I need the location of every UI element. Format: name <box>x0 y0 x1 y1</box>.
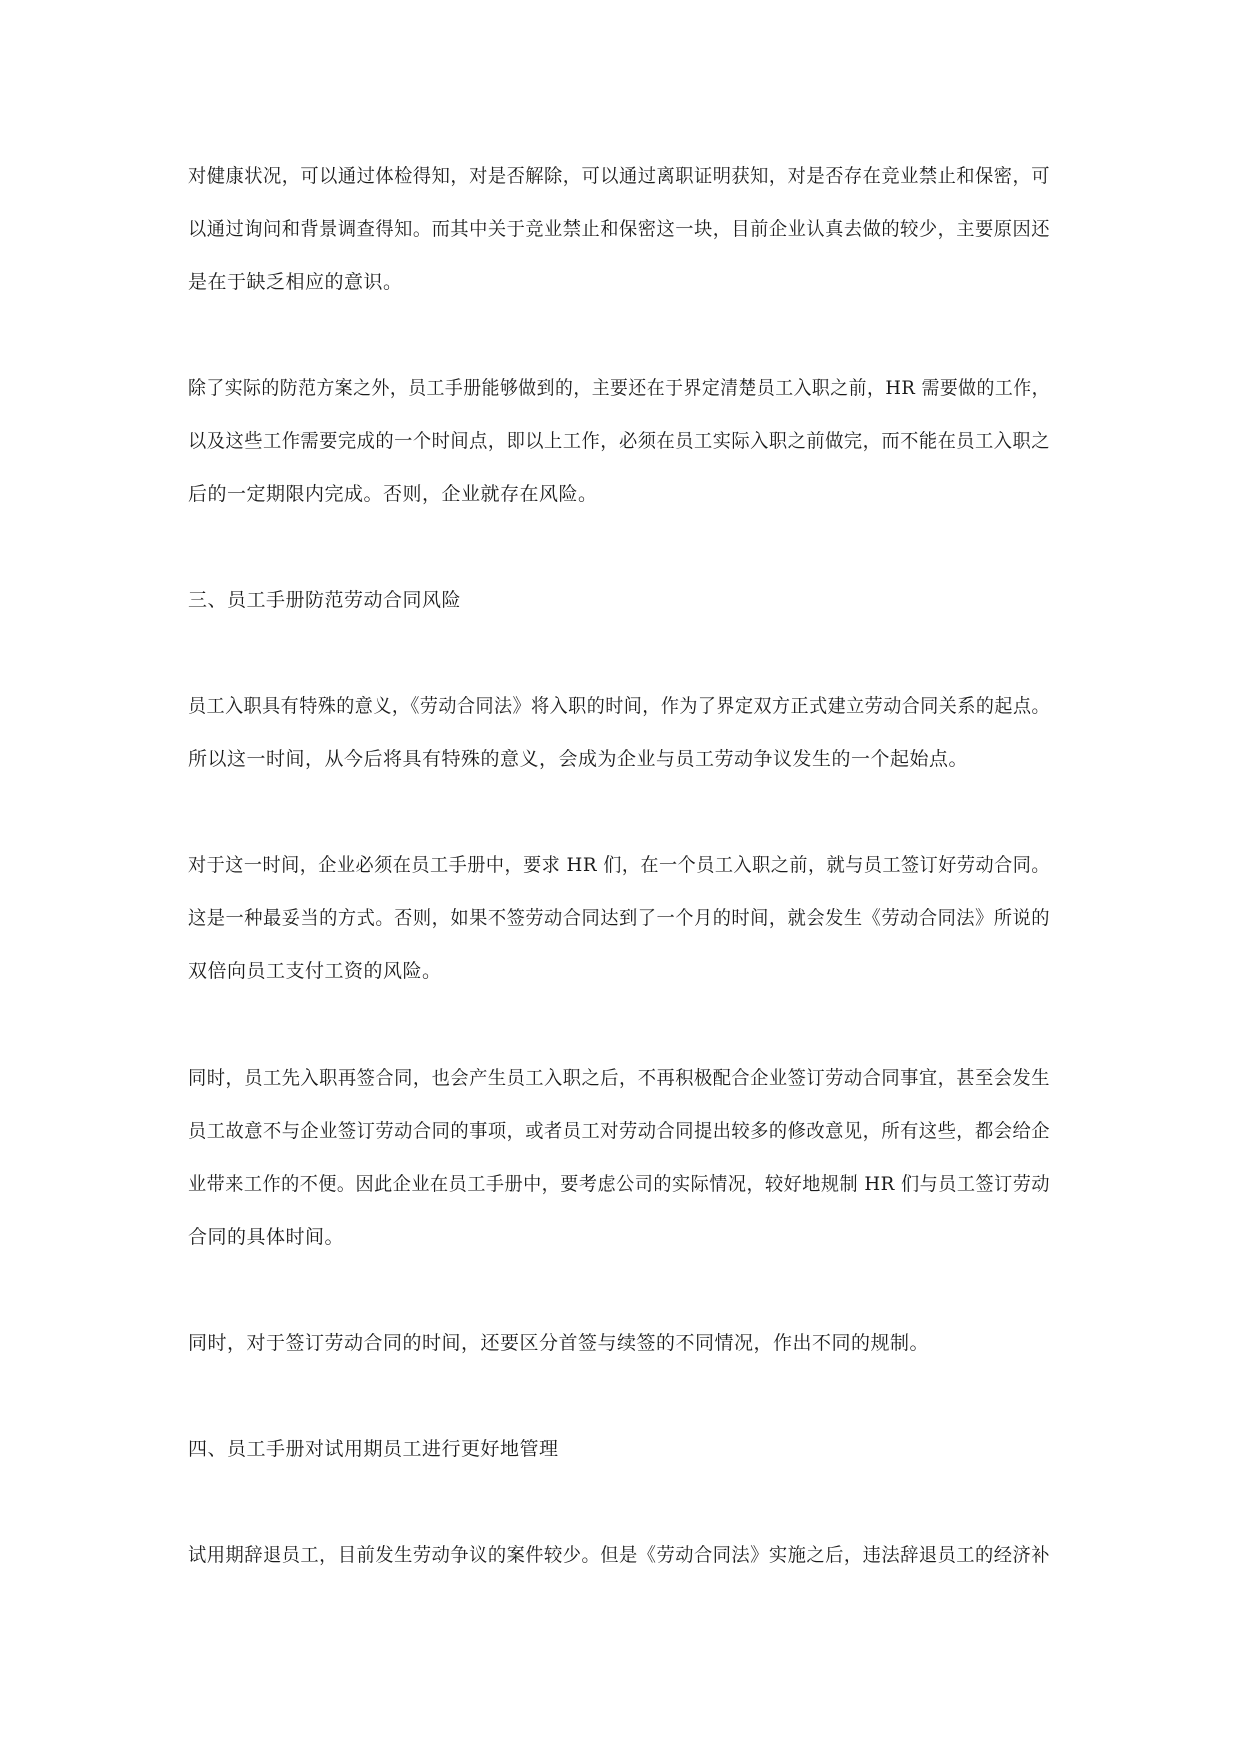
section-heading: 三、员工手册防范劳动合同风险 <box>188 589 462 611</box>
paragraph-line: 员工入职具有特殊的意义，《劳动合同法》将入职的时间，作为了界定双方正式建立劳动合同关系的起点。 <box>188 695 1051 717</box>
paragraph-line: 除了实际的防范方案之外，员工手册能够做到的，主要还在于界定清楚员工入职之前，HR 需要做的工作， <box>188 377 1050 399</box>
paragraph-line: 所以这一时间，从今后将具有特殊的意义，会成为企业与员工劳动争议发生的一个起始点。 <box>188 748 969 770</box>
paragraph-line: 这是一种最妥当的方式。否则，如果不签劳动合同达到了一个月的时间，就会发生《劳动合同法》所说的 <box>188 907 1051 929</box>
paragraph-line: 对健康状况，可以通过体检得知，对是否解除，可以通过离职证明获知，对是否存在竞业禁止和保密，可 <box>188 165 1051 187</box>
paragraph-line: 同时，员工先入职再签合同，也会产生员工入职之后，不再积极配合企业签订劳动合同事宜，甚至会发生 <box>188 1067 1051 1089</box>
paragraph-line: 以通过询问和背景调查得知。而其中关于竞业禁止和保密这一块，目前企业认真去做的较少，主要原因还 <box>188 218 1051 240</box>
paragraph-line: 是在于缺乏相应的意识。 <box>188 271 403 293</box>
paragraph-line: 同时，对于签订劳动合同的时间，还要区分首签与续签的不同情况，作出不同的规制。 <box>188 1332 930 1354</box>
paragraph-line: 后的一定期限内完成。否则，企业就存在风险。 <box>188 483 598 505</box>
paragraph-line: 双倍向员工支付工资的风险。 <box>188 960 442 982</box>
paragraph-line: 合同的具体时间。 <box>188 1226 345 1248</box>
paragraph-line: 员工故意不与企业签订劳动合同的事项，或者员工对劳动合同提出较多的修改意见，所有这些，都会给企 <box>188 1120 1051 1142</box>
paragraph-line: 以及这些工作需要完成的一个时间点，即以上工作，必须在员工实际入职之前做完，而不能在员工入职之 <box>188 430 1051 452</box>
section-heading: 四、员工手册对试用期员工进行更好地管理 <box>188 1438 559 1460</box>
paragraph-line: 试用期辞退员工，目前发生劳动争议的案件较少。但是《劳动合同法》实施之后，违法辞退员工的经济补 <box>188 1544 1051 1566</box>
paragraph-line: 业带来工作的不便。因此企业在员工手册中，要考虑公司的实际情况，较好地规制 HR 们与员工签订劳动 <box>188 1173 1050 1195</box>
paragraph-line: 对于这一时间，企业必须在员工手册中，要求 HR 们，在一个员工入职之前，就与员工签订好劳动合同。 <box>188 854 1050 876</box>
